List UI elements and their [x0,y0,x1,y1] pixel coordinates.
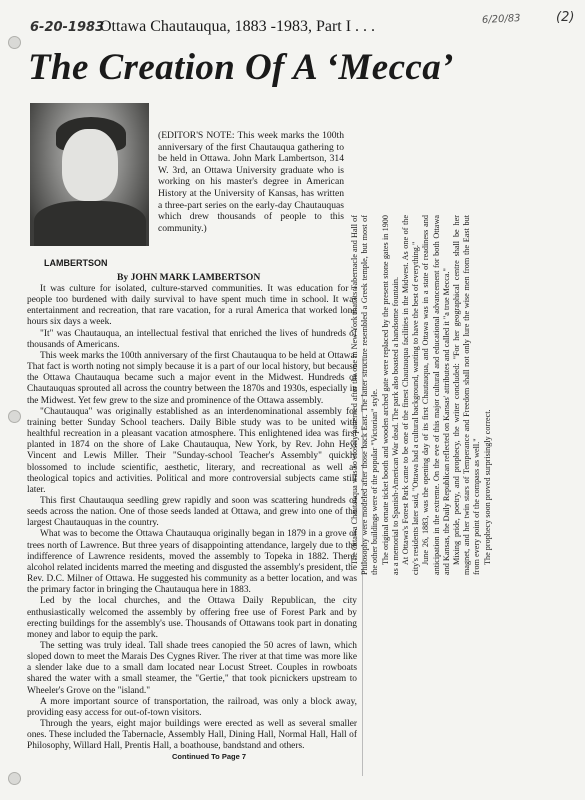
photo-face [62,129,118,201]
headline-kicker: Ottawa Chautauqua, 1883 -1983, Part I . . . [100,18,376,35]
body-paragraph: A more important source of transportation, the railroad, was only a block away, providing easy access for out-of-town visitors. [27,696,357,718]
body-paragraph: It was culture for isolated, culture-starved communities. It was education for a people too burdened with daily survival to have spent much time in school. It was entertainment and recreation, that rare vacation, for a rural America that worked long hours six days a week. [27,284,357,328]
binder-hole [8,410,21,423]
body-paragraph: What was to become the Ottawa Chautauqua originally began in 1879 in a grove of trees north of Lawrence. But three years of disappointing attendance, largely due to the indifference of Lawrence residents, moved the assembly to Topeka in 1882. There, alcohol related incidents marred the meeting and disgusted the assembly's president, the Rev. D.C. Milner of Ottawa. He suggested his community as a better location, and was the primary factor in bringing the Chautauqua here in 1883. [27,529,357,596]
body-paragraph: The setting was truly ideal. Tall shade trees canopied the 50 acres of lawn, which sloped down to meet the Marais Des Cygnes River. The river at that time was more like a slender lake due to a small dam located near Locust Street. Couples in rowboats shared the water with a small steamer, the "Gertie," that took picnickers upstream to Wheeler's Grove on the "island." [27,641,357,696]
photo-caption: LAMBERTSON [44,258,108,268]
rotated-paragraph: The original ornate ticket booth and wooden arched gate were replaced by the present stone gates in 1900 as a memorial to Spanish-American War dead. The park also boasted a handsome fountain. [380,215,400,575]
body-paragraph: This first Chautauqua seedling grew rapidly and soon was scattering hundreds of seeds across the nation. One of those seeds landed at Ottawa, and grew into one of the largest Chautauquas in the country. [27,495,357,529]
handwritten-date-right: 6/20/83 [481,12,521,27]
body-paragraph: "It" was Chautauqua, an intellectual festival that enriched the lives of hundreds of thousands of Americans. [27,328,357,350]
rotated-paragraph: The prophecy soon proved surprisingly correct. [482,409,492,565]
handwritten-page-mark: (2) [556,10,575,25]
photo-body [34,201,146,246]
article-body [27,284,357,753]
rotated-paragraph: June 26, 1883, was the opening day of its first Chautauqua, and Ottawa was in a state of readiness and anticipation in the extreme. On the eve of this major cultural and educational advancement for both Ottawa and Kansas, the Daily Republican reflected on Kansas' attributes and called it "a true Mecca." [421,215,451,575]
rotated-paragraph: The Ottawa Chautauqua was so closely patterned after the one in New York that its Tabernacle and Hall of Philosophy were modeled after those back East. The latter structure resembled a Greek temple, but most of the other buildings were of the popular "Victorian" style. [350,215,380,575]
continued-note: Continued To Page 7 [172,752,247,761]
byline: By JOHN MARK LAMBERTSON [117,272,261,283]
body-paragraph: This week marks the 100th anniversary of the first Chautauqua to be held at Ottawa. That fact is worth noting not simply because it is a part of our local history, but because the Ottawa Chautauqua became such a major event in the Midwest. Hundreds of Chautauquas sprouted all across the country between the 1870s and 1930s, especially in the Midwest. Yet few grew to the size and prominence of the Ottawa assembly. [27,350,357,406]
handwritten-date: 6-20-1983 [30,20,105,35]
author-photo [30,103,149,246]
headline-title: The Creation Of A ‘Mecca’ [28,47,454,88]
body-paragraph: Led by the local churches, and the Ottawa Daily Republican, the city enthusiastically welcomed the assembly by offering free use of Forest Park and by erecting buildings for the assembly's use. Thousands of Ottawans took part in donating money and labor to equip the park. [27,596,357,640]
editor-note: (EDITOR'S NOTE: This week marks the 100th anniversary of the first Chautauqua gathering to be held in Ottawa. John Mark Lambertson, 314 W. 3rd, an Ottawa University graduate who is working on his master's degree in American History at the University of Kansas, has written a three-part series on the early-day Chautauquas which drew thousands of people to this community.) [158,130,344,234]
binder-hole [8,36,21,49]
rotated-paragraph: At Ottawa's Forest Park came to be one of the finest Chautauqua facilities in the Midwest. As one of the city's residents later said, "Ottawa had a cultural background, wanting to have the best of everything." [401,215,421,575]
body-paragraph: Through the years, eight major buildings were erected as well as several smaller ones. These included the Tabernacle, Assembly Hall, Dining Hall, Normal Hall, Hall of Philosophy, Willard Hall, Prentis Hall, a boathouse, bandstand and others. [27,719,357,752]
rotated-paragraph: Mixing pride, poetry, and prophecy, the writer concluded: "For her geographical centre shall be her magnet, and her twin stars of Temperance and Freedom shall not only lure the wise men from the East but from every point of the compass as well." [452,215,482,575]
rotated-column [350,215,550,575]
binder-hole [8,772,21,785]
body-paragraph: "Chautauqua" was originally established as an interdenominational assembly for training better Sunday School teachers. Daily Bible study was to be united with healthful recreation in a pleasant vacation atmosphere. This enlightened idea was first planted in 1874 on the shore of Lake Chautauqua, New York, by Rev. John Heyl Vincent and Lewis Miller. Their "Sunday-school Teacher's Assembly" quickly blossomed to include scientific, aesthetic, literary, and recreational as well as theological topics and activities. Political and more controversial subjects came still later. [27,406,357,495]
